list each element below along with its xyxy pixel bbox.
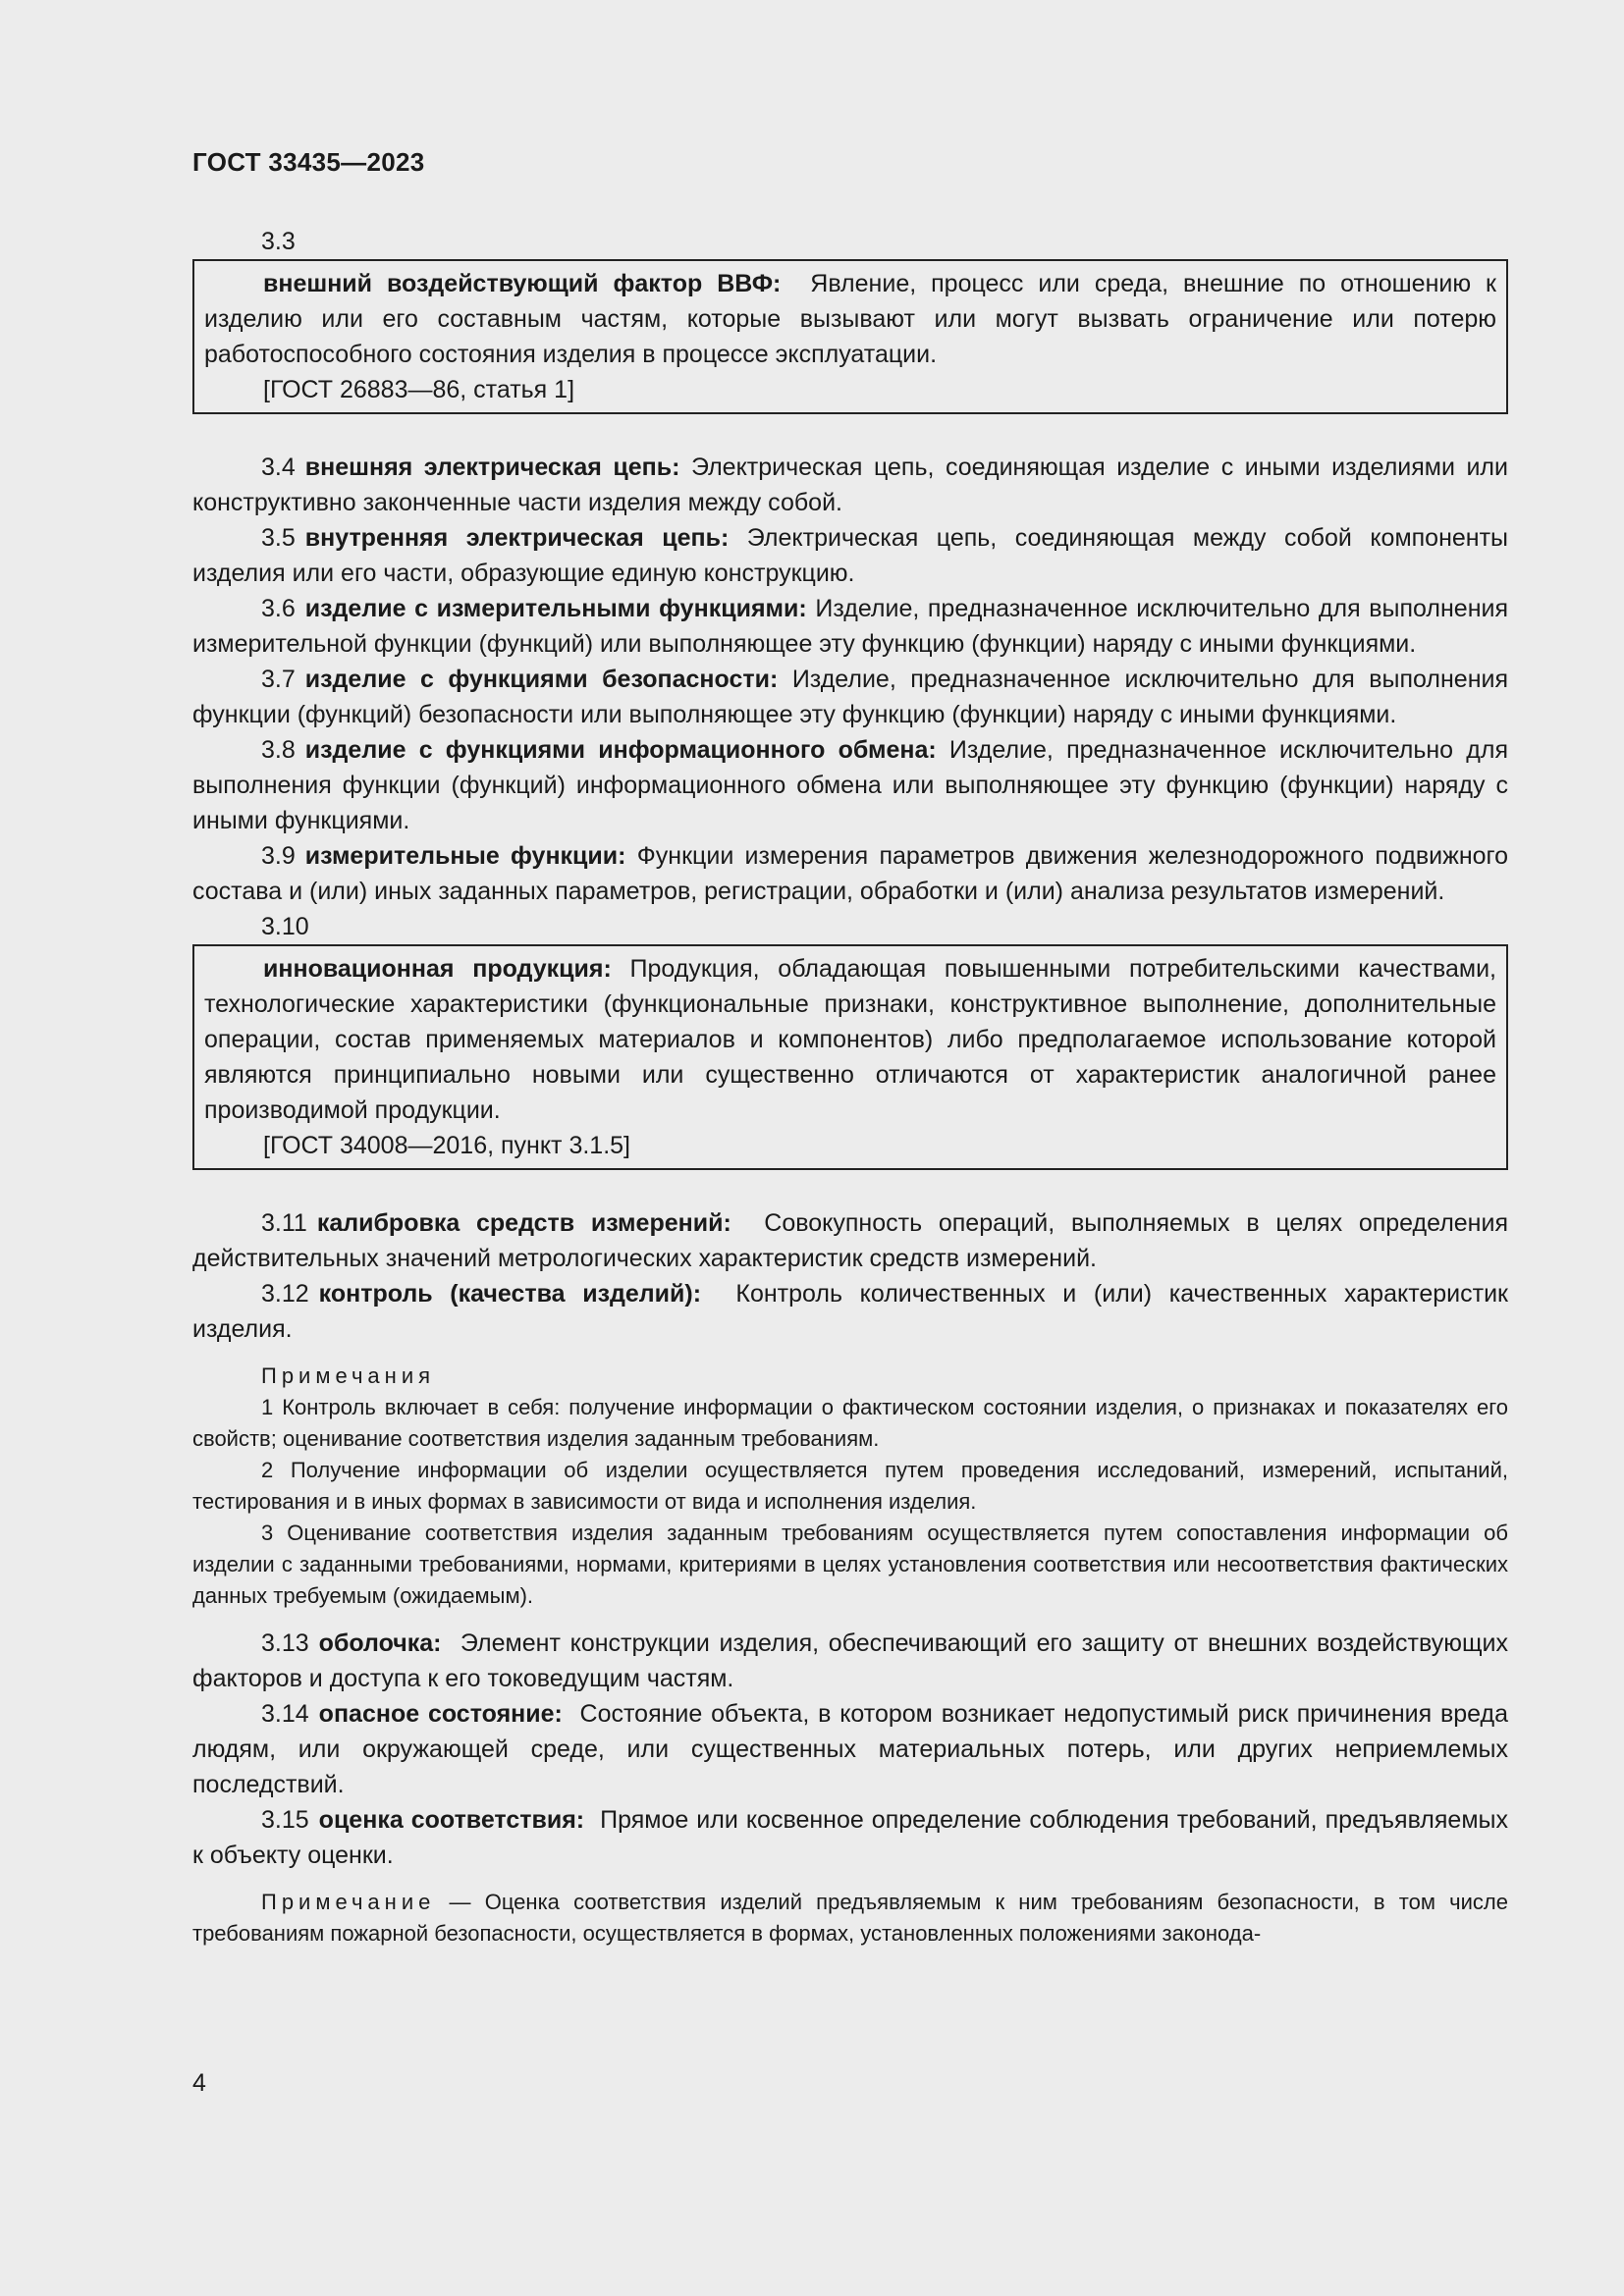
note-label: Примечание	[261, 1890, 436, 1914]
clause-number-3-14: 3.14	[261, 1700, 309, 1728]
source-reference-3-3: [ГОСТ 26883—86, статья 1]	[263, 376, 575, 403]
term-3-5: внутренняя электрическая цепь:	[304, 524, 730, 552]
term-3-8: изделие с функциями информационного обмена:	[304, 736, 937, 764]
term-3-3: внешний воздействующий фактор ВВФ:	[263, 270, 782, 297]
term-3-6: изделие с измерительными функциями:	[304, 595, 807, 622]
term-3-12: контроль (качества изделий):	[318, 1280, 702, 1308]
term-3-14: опасное состояние:	[318, 1700, 563, 1728]
term-3-10: инновационная продукция:	[263, 955, 612, 983]
term-3-4: внешняя электрическая цепь:	[304, 454, 680, 481]
definition-text-3-12: Контроль количественных и (или) качественных характеристик изделия.	[192, 1280, 1508, 1343]
definition-text-3-5: Электрическая цепь, соединяющая между собой компоненты изделия или его части, образующие единую конструкцию.	[192, 524, 1509, 587]
definition-text-3-14: Состояние объекта, в котором возникает недопустимый риск причинения вреда людям, или окружающей среде, или существенных материальных потерь, или других неприемлемых последствий.	[192, 1700, 1508, 1798]
definition-3-8	[192, 732, 1508, 838]
definition-text-3-9: Функции измерения параметров движения железнодорожного подвижного состава и (или) иных заданных параметров, регистрации, обработки и (или) анализа результатов измерений.	[192, 842, 1509, 905]
clause-number-3-10: 3.10	[261, 913, 309, 940]
notes-heading: Примечания	[261, 1363, 436, 1388]
document-code-header: ГОСТ 33435—2023	[192, 147, 425, 177]
clause-number-3-7: 3.7	[261, 666, 296, 693]
notes-3-12	[192, 1361, 1508, 1612]
definition-text-3-10: Продукция, обладающая повышенными потребительскими качествами, технологические характеристики (функциональные признаки, конструктивное выполнение, дополнительные операции, состав применяемых материалов и компонентов) либо предполагаемое использование которой являются принципиально новыми или существенно отличаются от характеристик аналогичной ранее производимой продукции.	[204, 955, 1497, 1124]
definition-box-3-3	[192, 259, 1508, 414]
clause-number-3-9: 3.9	[261, 842, 296, 870]
clause-number-3-11: 3.11	[261, 1209, 307, 1237]
definition-3-11	[192, 1205, 1508, 1276]
note-item-1: 1 Контроль включает в себя: получение информации о фактическом состоянии изделия, о признаках и показателях его свойств; оценивание соответствия изделия заданным требованиям.	[192, 1395, 1508, 1451]
source-reference-3-10: [ГОСТ 34008—2016, пункт 3.1.5]	[263, 1132, 630, 1159]
note-item-2: 2 Получение информации об изделии осуществляется путем проведения исследований, измерений, испытаний, тестирования и в иных формах в зависимости от вида и исполнения изделия.	[192, 1458, 1508, 1514]
note-3-15-body	[192, 1887, 1508, 1949]
page-number: 4	[192, 2069, 206, 2097]
definition-3-10	[204, 951, 1496, 1128]
clause-number-3-5: 3.5	[261, 524, 296, 552]
definition-text-3-3: Явление, процесс или среда, внешние по отношению к изделию или его составным частям, которые вызывают или могут вызвать ограничение или потерю работоспособного состояния изделия в процессе эксплуатации.	[204, 270, 1496, 368]
definition-text-3-13: Элемент конструкции изделия, обеспечивающий его защиту от внешних воздействующих факторов и доступа к его токоведущим частям.	[192, 1629, 1508, 1692]
term-3-9: измерительные функции:	[304, 842, 626, 870]
definition-box-3-10	[192, 944, 1508, 1170]
definition-3-4	[192, 450, 1508, 520]
definition-3-9	[192, 838, 1508, 909]
clause-number-3-15: 3.15	[261, 1806, 309, 1834]
clause-number-3-3: 3.3	[261, 228, 296, 255]
definition-3-6	[192, 591, 1508, 662]
note-3-15	[192, 1887, 1508, 1949]
definition-3-7	[192, 662, 1508, 732]
clause-number-3-6: 3.6	[261, 595, 296, 622]
clause-number-3-12: 3.12	[261, 1280, 309, 1308]
definition-3-3	[204, 266, 1496, 372]
note-item-3: 3 Оценивание соответствия изделия заданным требованиям осуществляется путем сопоставления информации об изделии с заданными требованиями, нормами, критериями в целях установления соответствия или несоответствия фактических данных требуемым (ожидаемым).	[192, 1521, 1508, 1608]
definition-3-15	[192, 1802, 1508, 1873]
definition-text-3-4: Электрическая цепь, соединяющая изделие с иными изделиями или конструктивно законченные части изделия между собой.	[192, 454, 1508, 516]
term-3-13: оболочка:	[318, 1629, 442, 1657]
definition-text-3-11: Совокупность операций, выполняемых в целях определения действительных значений метрологических характеристик средств измерений.	[192, 1209, 1508, 1272]
term-3-15: оценка соответствия:	[318, 1806, 585, 1834]
definition-3-13	[192, 1626, 1508, 1696]
definition-3-12	[192, 1276, 1508, 1347]
term-3-7: изделие с функциями безопасности:	[304, 666, 779, 693]
clause-number-3-8: 3.8	[261, 736, 296, 764]
note-text: — Оценка соответствия изделий предъявляемым к ним требованиям безопасности, в том числе требованиям пожарной безопасности, осуществляется в формах, установленных положениями законода-	[192, 1890, 1508, 1946]
clause-number-3-4: 3.4	[261, 454, 296, 481]
definition-text-3-15: Прямое или косвенное определение соблюдения требований, предъявляемых к объекту оценки.	[192, 1806, 1508, 1869]
definition-text-3-7: Изделие, предназначенное исключительно для выполнения функции (функций) безопасности или выполняющее эту функцию (функции) наряду с иными функциями.	[192, 666, 1508, 728]
clause-number-3-13: 3.13	[261, 1629, 309, 1657]
definition-text-3-8: Изделие, предназначенное исключительно для выполнения функции (функций) информационного обмена или выполняющее эту функцию (функции) наряду с иными функциями.	[192, 736, 1509, 834]
term-3-11: калибровка средств измерений:	[316, 1209, 731, 1237]
definition-text-3-6: Изделие, предназначенное исключительно для выполнения измерительной функции (функций) или выполняющее эту функцию (функции) наряду с иными функциями.	[192, 595, 1508, 658]
document-body	[192, 224, 1508, 1949]
definition-3-14	[192, 1696, 1508, 1802]
definition-3-5	[192, 520, 1508, 591]
